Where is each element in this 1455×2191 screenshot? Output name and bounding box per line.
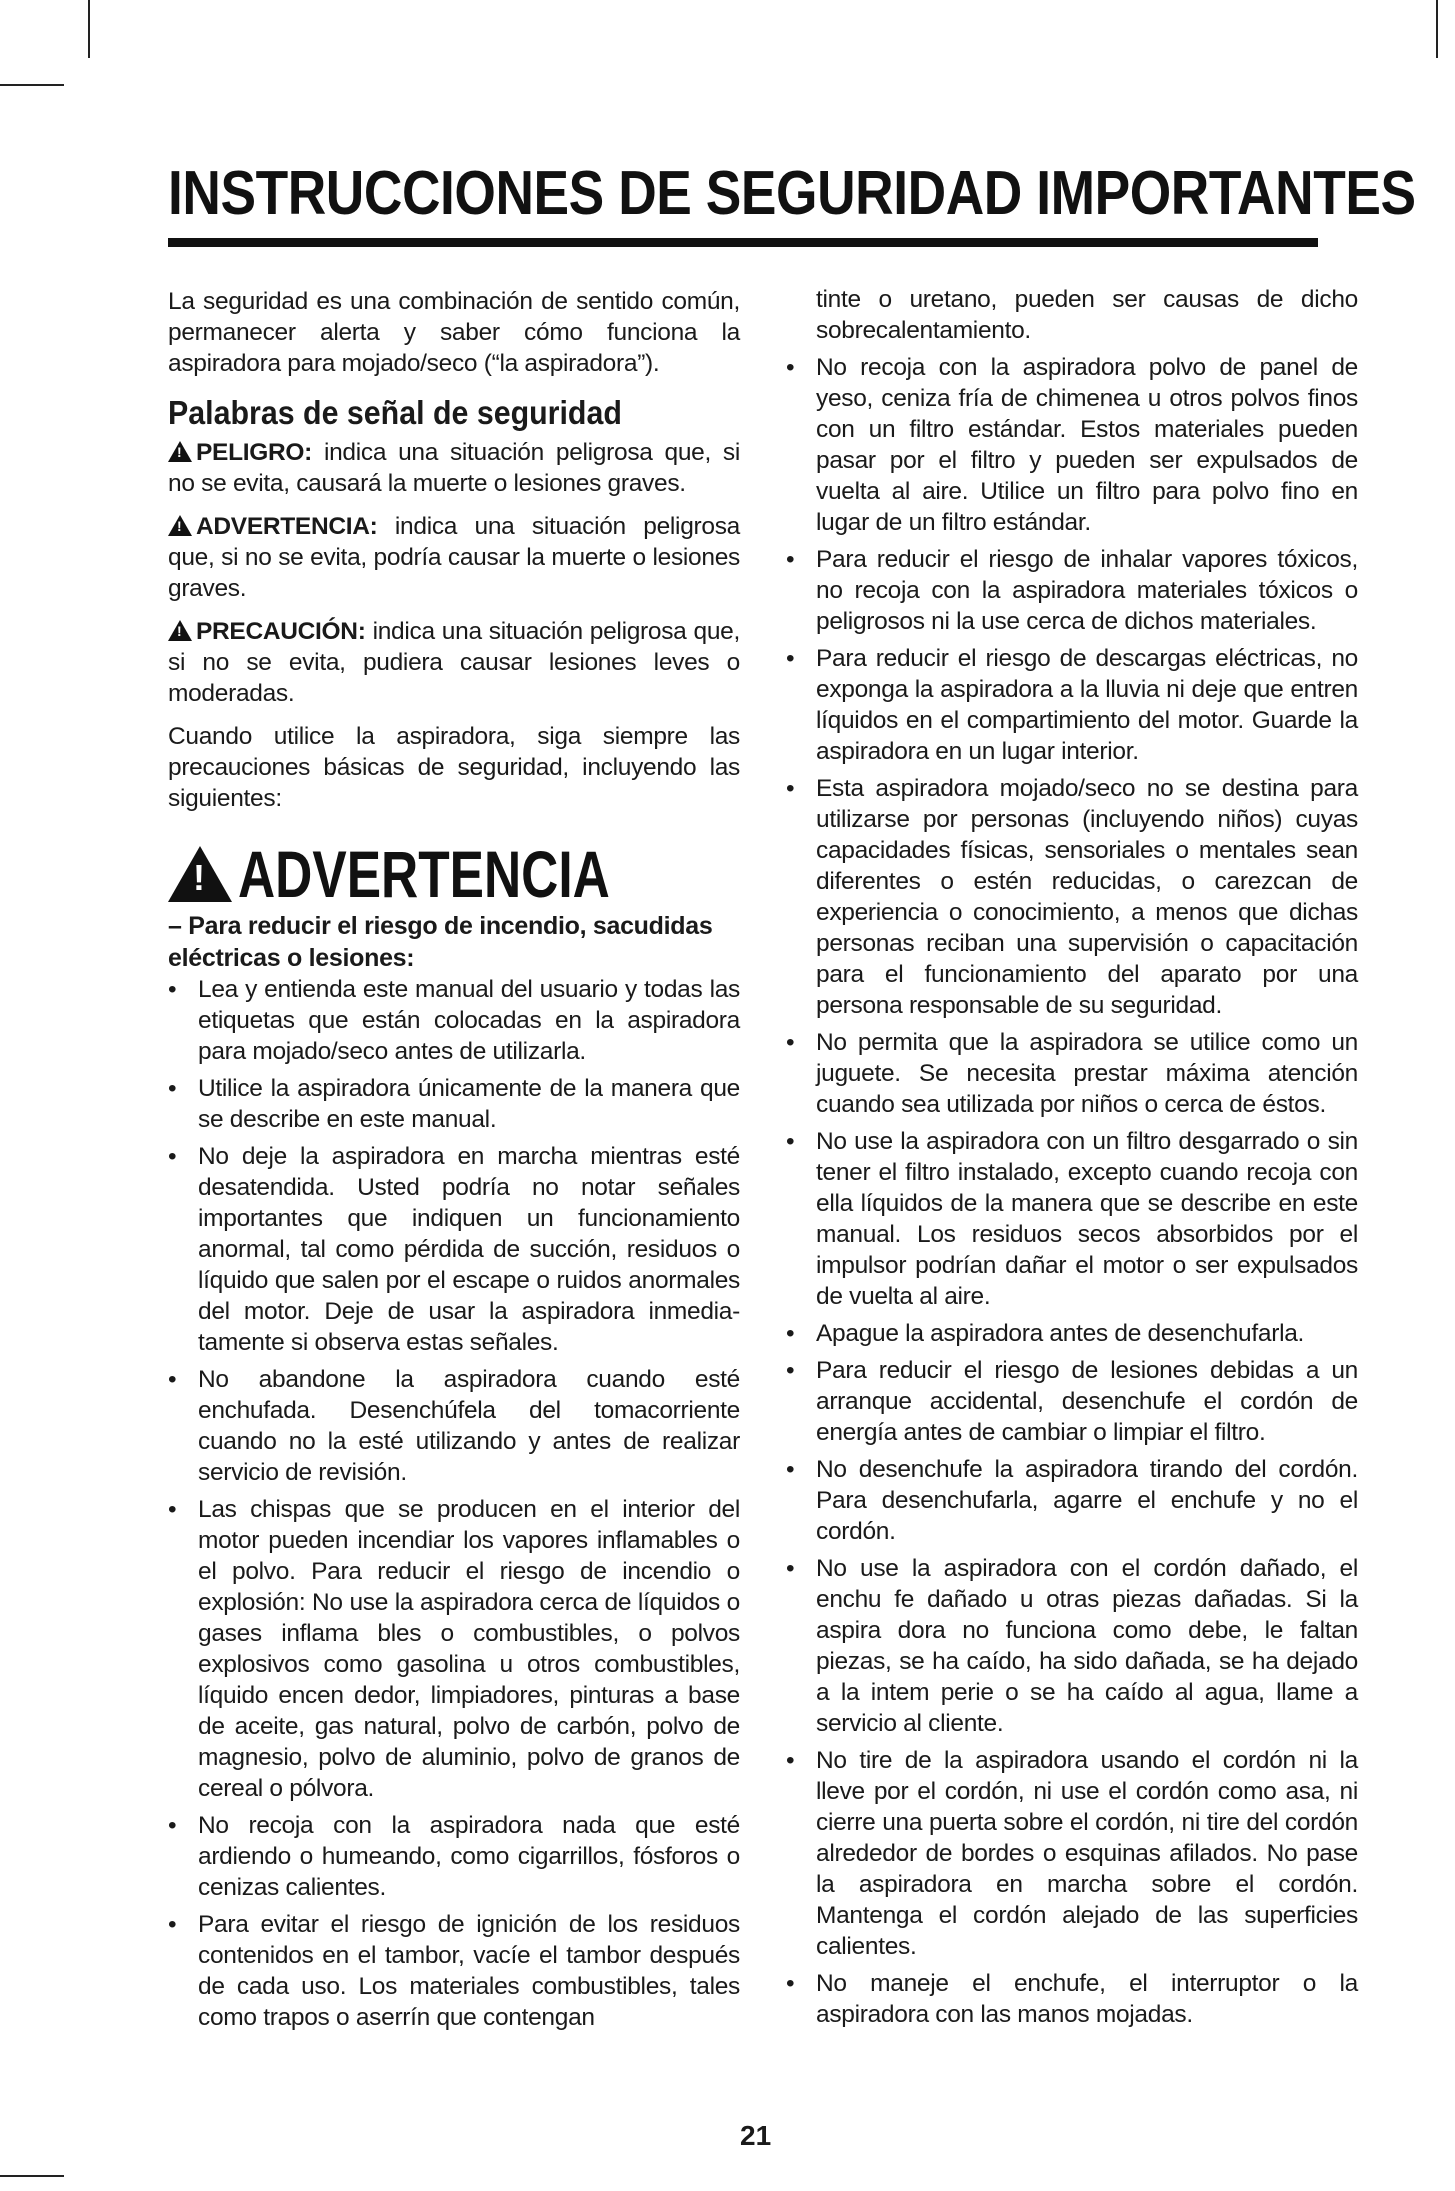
warning-banner bbox=[168, 837, 740, 911]
list-item: • No abandone la aspiradora cuando esté enchufada. Desenchúfela del tomacorriente cuando no la esté utilizando y antes de realizar servicio de revisión. bbox=[168, 1364, 740, 1488]
page-number: 21 bbox=[740, 2120, 772, 2151]
title-rule bbox=[168, 238, 1318, 247]
list-item: • Las chispas que se producen en el interior del motor pueden incendiar los vapores inflamables o el polvo. Para reducir el riesgo de incendio o explosión: No use la aspiradora cerca de líquidos o gases inflama bles o combustibles, o polvos explosivos como gasolina u otros combustibles, líquido encen dedor, limpiadores, pinturas a base de aceite, gas natural, polvo de carbón, polvo de magnesio, polvo de aluminio, polvo de granos de cereal o pólvora. bbox=[168, 1494, 740, 1804]
list-item: • Apague la aspiradora antes de desenchufarla. bbox=[786, 1318, 1358, 1349]
left-bullet-list bbox=[168, 974, 740, 2033]
signal-precaucion bbox=[168, 616, 740, 709]
signal-word: PRECAUCIÓN: bbox=[196, 618, 366, 645]
signal-word: ADVERTENCIA: bbox=[196, 513, 378, 540]
warning-triangle-icon bbox=[168, 620, 192, 641]
warning-triangle-icon bbox=[168, 515, 192, 536]
list-item: • No desenchufe la aspiradora tirando del cordón. Para desenchufarla, agarre el enchufe y no el cordón. bbox=[786, 1454, 1358, 1547]
list-item: • Para reducir el riesgo de descargas eléctricas, no exponga la aspiradora a la lluvia ni deje que entren líquidos en el compartimiento del motor. Guarde la aspiradora en un lugar interior. bbox=[786, 643, 1358, 767]
crop-mark-top-left-vertical bbox=[88, 0, 90, 58]
list-item: • Utilice la aspiradora únicamente de la manera que se describe en este manual. bbox=[168, 1073, 740, 1135]
list-item: • No permita que la aspiradora se utilice como un juguete. Se necesita prestar máxima atención cuando sea utilizada por niños o cerca de éstos. bbox=[786, 1027, 1358, 1120]
intro-paragraph: La seguridad es una combinación de sentido común, permanecer alerta y saber cómo funciona la aspiradora para mojado/seco (“la aspiradora”). bbox=[168, 288, 740, 377]
signal-description: indica una situación peligrosa que, si no se evita, podría causar la muerte o lesiones graves. bbox=[168, 513, 740, 602]
list-item: • No deje la aspiradora en marcha mientras esté desatendida. Usted podría no notar señales importantes que indiquen un funcionamiento anormal, tal como pérdida de succión, residuos o líquido que salen por el escape o ruidos anormales del motor. Deje de usar la aspiradora inmedia-tamente si observa estas señales. bbox=[168, 1141, 740, 1358]
list-item: • Para reducir el riesgo de inhalar vapores tóxicos, no recoja con la aspiradora materiales tóxicos o peligrosos ni la use cerca de dichos materiales. bbox=[786, 544, 1358, 637]
crop-mark-top-left-horizontal bbox=[0, 84, 64, 86]
left-column bbox=[168, 286, 740, 2039]
list-item: • No tire de la aspiradora usando el cordón ni la lleve por el cordón, ni use el cordón como asa, ni cierre una puerta sobre el cordón, ni tire del cordón alrededor de bordes o esquinas afilados. No pase la aspiradora en marcha sobre el cordón. Mantenga el cordón alejado de las superficies calientes. bbox=[786, 1745, 1358, 1962]
list-item: • Esta aspiradora mojado/seco no se destina para utilizarse por personas (incluyendo niños) cuyas capacidades físicas, sensoriales o mentales sean diferentes o estén reducidas, o carezcan de experiencia o conocimiento, a menos que dichas personas reciban una supervisión o capacitación para el funcionamiento del aparato por una persona responsable de su seguridad. bbox=[786, 773, 1358, 1021]
usage-intro-paragraph: Cuando utilice la aspiradora, siga siempre las precauciones básicas de seguridad, incluyendo las siguientes: bbox=[168, 723, 740, 812]
warning-triangle-icon bbox=[168, 441, 192, 462]
warning-triangle-icon bbox=[168, 846, 232, 902]
page-title: INSTRUCCIONES DE SEGURIDAD IMPORTANTES bbox=[168, 159, 1416, 228]
signal-word: PELIGRO: bbox=[196, 439, 313, 466]
list-item: • No use la aspiradora con un filtro desgarrado o sin tener el filtro instalado, excepto cuando recoja con ella líquidos de la manera que se describe en este manual. Los residuos secos absorbidos por el impulsor podrían dañar el motor o ser expulsados de vuelta al aire. bbox=[786, 1126, 1358, 1312]
list-item: • No recoja con la aspiradora polvo de panel de yeso, ceniza fría de chimenea u otros polvos finos con un filtro estándar. Estos materiales pueden pasar por el filtro y pueden ser expulsados de vuelta al aire. Utilice un filtro para polvo fino en lugar de un filtro estándar. bbox=[786, 352, 1358, 538]
list-item: • Lea y entienda este manual del usuario y todas las etiquetas que están colocadas en la aspiradora para mojado/seco antes de utilizarla. bbox=[168, 974, 740, 1067]
list-item: • No recoja con la aspiradora nada que esté ardiendo o humeando, como cigarrillos, fósforos o cenizas calientes. bbox=[168, 1810, 740, 1903]
crop-mark-bottom-left-horizontal bbox=[0, 2175, 64, 2177]
signal-description: indica una situación peligrosa que, si no se evita, causará la muerte o lesiones graves. bbox=[168, 439, 740, 497]
right-column bbox=[786, 284, 1358, 2036]
list-item: • Para evitar el riesgo de ignición de los residuos contenidos en el tambor, vacíe el tambor después de cada uso. Los materiales combustibles, tales como trapos o aserrín que contengan bbox=[168, 1909, 740, 2033]
list-item: • No maneje el enchufe, el interruptor o la aspiradora con las manos mojadas. bbox=[786, 1968, 1358, 2030]
warning-title: ADVERTENCIA bbox=[238, 837, 610, 911]
signal-words-heading: Palabras de señal de seguridad bbox=[168, 394, 622, 431]
right-bullet-list bbox=[786, 352, 1358, 2030]
warning-subtitle: – Para reducir el riesgo de incendio, sacudidas eléctricas o lesiones: bbox=[168, 912, 713, 972]
list-item: • No use la aspiradora con el cordón dañado, el enchu fe dañado u otras piezas dañadas. Si la aspira dora no funciona como debe, le faltan piezas, se ha caído, ha sido dañada, se ha dejado a la intem perie o se ha caído al agua, llame a servicio al cliente. bbox=[786, 1553, 1358, 1739]
list-item: • Para reducir el riesgo de lesiones debidas a un arranque accidental, desenchufe el cordón de energía antes de cambiar o limpiar el filtro. bbox=[786, 1355, 1358, 1448]
signal-peligro bbox=[168, 437, 740, 499]
signal-advertencia bbox=[168, 511, 740, 604]
continued-text: tinte o uretano, pueden ser causas de dicho sobrecalentamiento. bbox=[816, 286, 1358, 344]
crop-mark-top-right-vertical bbox=[1436, 0, 1438, 58]
signal-description: indica una situación peligrosa que, si no se evita, pudiera causar lesiones leves o moderadas. bbox=[168, 618, 740, 707]
